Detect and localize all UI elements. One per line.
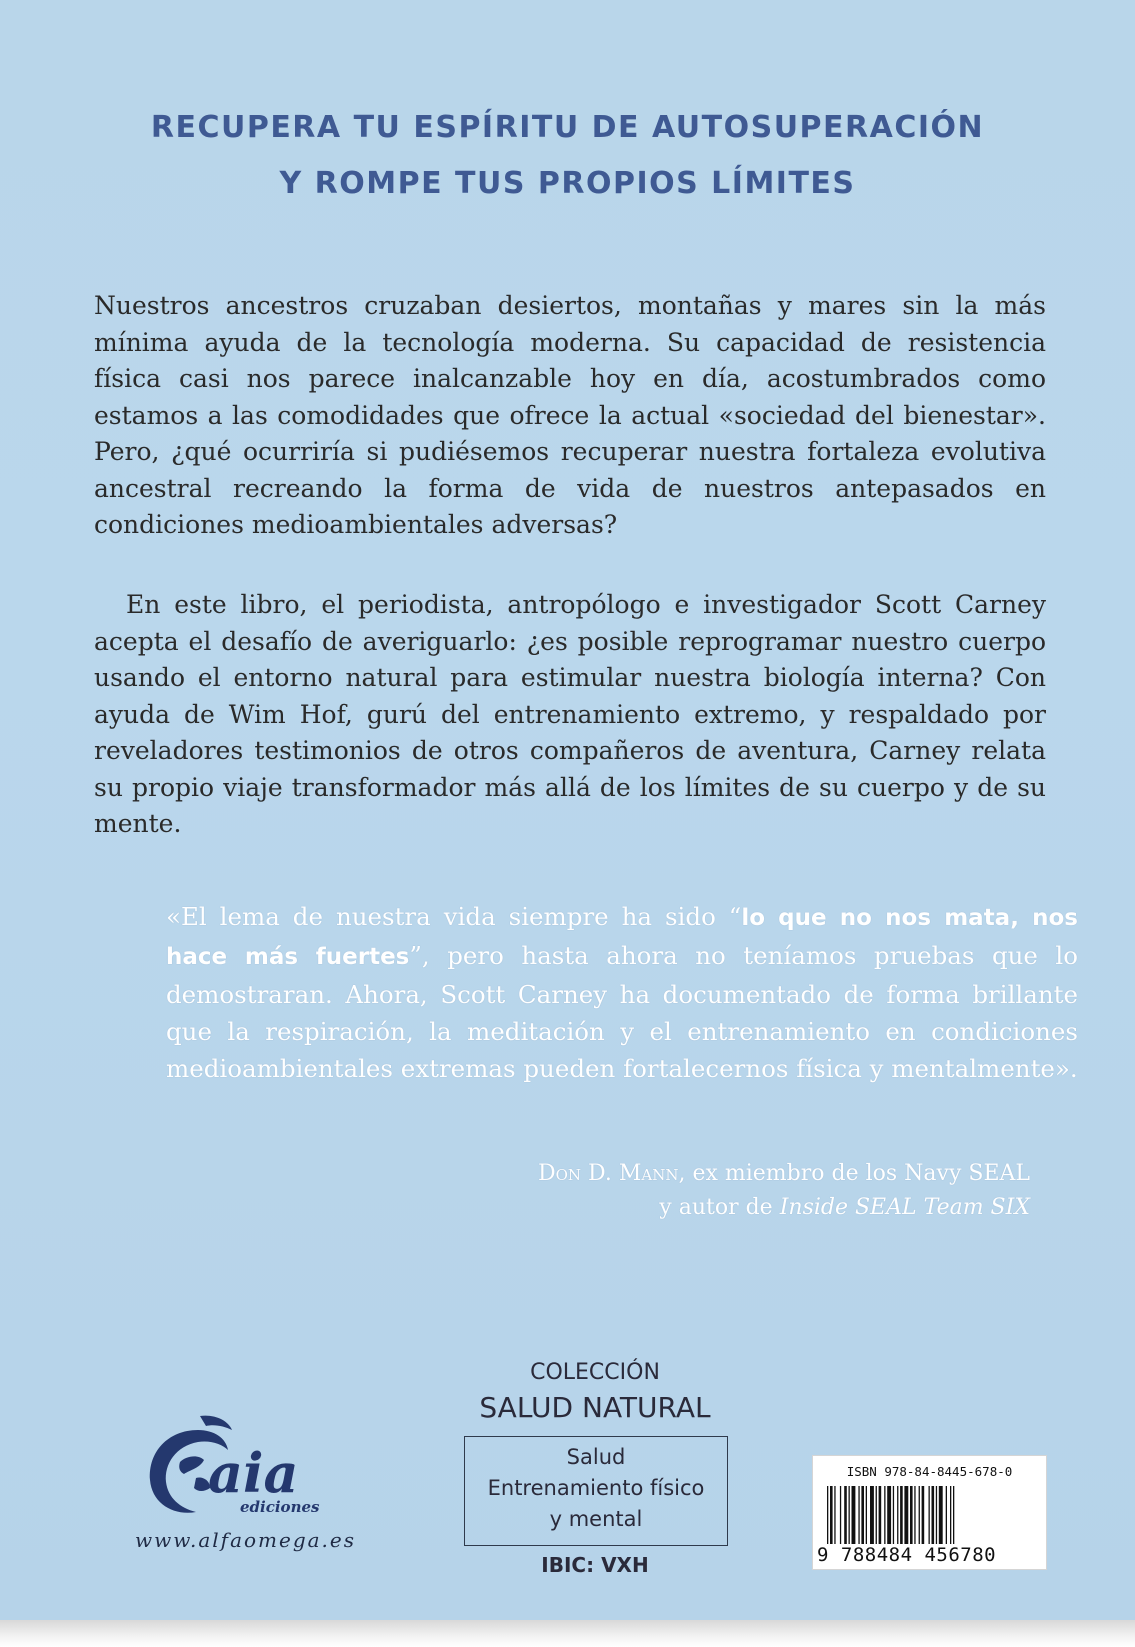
ean-digits: 9 788484 456780 (817, 1544, 997, 1566)
barcode-bar (953, 1486, 954, 1544)
barcode-bar (910, 1486, 913, 1544)
barcode-bar (919, 1486, 920, 1544)
collection-block (440, 1358, 750, 1428)
barcode-bar (929, 1486, 930, 1544)
ibic-code: IBIC: VXH (541, 1553, 649, 1577)
barcode-bar (946, 1486, 947, 1544)
subject-item: Entrenamiento físico (487, 1476, 705, 1500)
barcode-bar (884, 1486, 885, 1544)
logo-wordmark: aia (208, 1441, 299, 1505)
gaia-logo (140, 1412, 370, 1522)
author-book-title: Inside SEAL Team SIX (779, 1195, 1030, 1220)
subject-item: Salud (566, 1445, 626, 1469)
barcode-bar (858, 1486, 859, 1544)
barcode-bar (939, 1486, 943, 1544)
barcode-bar (936, 1486, 937, 1544)
author-role: , ex miembro de los Navy SEAL (678, 1161, 1030, 1186)
barcode-bar (887, 1486, 891, 1544)
quote-text-start: «El lema de nuestra vida siempre ha sido “ (166, 902, 742, 931)
barcode-bar (879, 1486, 882, 1544)
headline (0, 100, 1135, 212)
description-paragraph-1: Nuestros ancestros cruzaban desiertos, montañas y mares sin la más mínima ayuda de la tecnología moderna. Su capacidad de resistencia física casi nos parece inalcanzable hoy en día, acostumbrados como estamos a las comodidades que ofrece la actual «sociedad del bienestar». Pero, ¿qué ocurriría si pudiésemos recuperar nuestra fortaleza evolutiva ancestral recreando la forma de vida de nuestros antepasados en condiciones medioambientales adversas? (94, 291, 1046, 539)
barcode-bar (900, 1486, 903, 1544)
barcode-bar (840, 1486, 841, 1544)
publisher-url: www.alfaomega.es (135, 1528, 357, 1552)
logo-subtext: ediciones (240, 1498, 320, 1516)
barcode-bar (914, 1486, 915, 1544)
collection-name: SALUD NATURAL (479, 1391, 711, 1424)
barcode-bar (866, 1486, 867, 1544)
headline-line-2: Y ROMPE TUS PROPIOS LÍMITES (279, 166, 856, 201)
barcode-bar (893, 1486, 894, 1544)
barcode-bar (844, 1486, 847, 1544)
barcode-bar (849, 1486, 850, 1544)
collection-label: COLECCIÓN (530, 1360, 660, 1385)
barcode-bars (827, 1486, 1032, 1544)
author-book-prefix: y autor de (659, 1195, 780, 1220)
barcode-bar (870, 1486, 874, 1544)
isbn-number: ISBN 978-84-8445-678-0 (846, 1464, 1013, 1479)
barcode-bar (897, 1486, 898, 1544)
barcode-bar (922, 1486, 925, 1544)
subject-item: y mental (549, 1507, 643, 1531)
barcode-bar (852, 1486, 856, 1544)
headline-line-1: RECUPERA TU ESPÍRITU DE AUTOSUPERACIÓN (150, 110, 985, 145)
barcode-bar (950, 1486, 951, 1544)
barcode-bar (834, 1486, 835, 1544)
page-edge-shadow (0, 1620, 1135, 1647)
barcode-bar (932, 1486, 935, 1544)
barcode-bar (876, 1486, 877, 1544)
isbn-barcode (812, 1455, 1047, 1570)
quote-text-end: ”, pero hasta ahora no teníamos pruebas que lo demostraran. Ahora, Scott Carney ha documentado de forma brillante que la respiración, la meditación y el entrenamiento en condiciones medioambientales extremas pueden fortalecernos física y mentalmente». (166, 941, 1078, 1083)
barcode-bar (904, 1486, 908, 1544)
description-paragraph-2: En este libro, el periodista, antropólogo e investigador Scott Carney acepta el desafío de averiguarlo: ¿es posible reprogramar nuestro cuerpo usando el entorno natural para estimular nuestra biología interna? Con ayuda de Wim Hof, gurú del entrenamiento extremo, y respaldado por reveladores testimonios de otros compañeros de aventura, Carney relata su propio viaje transformador más allá de los límites de su cuerpo y de su mente. (94, 590, 1046, 838)
quote-attribution (330, 1157, 1030, 1225)
subject-box (464, 1436, 728, 1546)
quote-emphasis: lo que no nos mata, nos hace más fuertes (166, 905, 1078, 970)
barcode-bar (830, 1486, 833, 1544)
barcode-bar (827, 1486, 828, 1544)
author-name: Don D. Mann (537, 1161, 679, 1186)
barcode-bar (861, 1486, 864, 1544)
endorsement-quote (166, 898, 1078, 1087)
